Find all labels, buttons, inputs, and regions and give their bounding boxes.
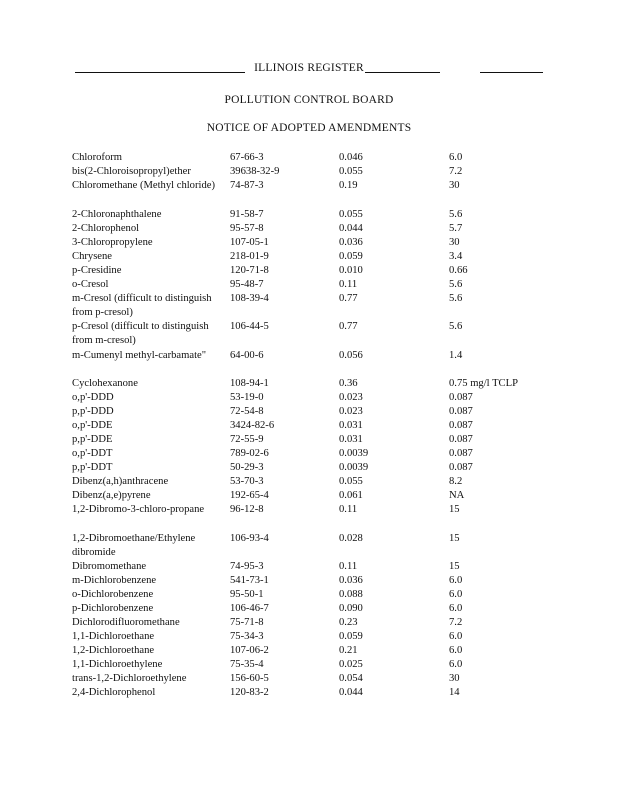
nonwastewater-standard: 6.0 (449, 645, 463, 656)
nonwastewater-standard: 5.7 (449, 222, 463, 234)
table-row (0, 616, 618, 630)
cas-number: 75-35-4 (230, 659, 264, 670)
cas-number: 192-65-4 (230, 490, 269, 501)
table-row (0, 489, 618, 503)
constituent-name: p,p'-DDE (72, 434, 113, 445)
table-row (0, 644, 618, 658)
nonwastewater-standard: 30 (449, 673, 460, 684)
wastewater-standard: 0.036 (339, 236, 363, 248)
table-row (0, 630, 618, 644)
wastewater-standard: 0.061 (339, 490, 363, 501)
wastewater-standard: 0.044 (339, 222, 363, 234)
constituent-name: Chrysene (72, 250, 113, 262)
wastewater-standard: 0.11 (339, 278, 358, 290)
table-row (0, 405, 618, 419)
cas-number: 75-71-8 (230, 617, 264, 628)
nonwastewater-standard: 30 (449, 180, 460, 191)
nonwastewater-standard: 0.087 (449, 420, 473, 431)
nonwastewater-standard: 7.2 (449, 617, 463, 628)
constituent-name: 2,4-Dichlorophenol (72, 687, 156, 698)
nonwastewater-standard: 5.6 (449, 292, 463, 304)
cas-number: 50-29-3 (230, 462, 264, 473)
nonwastewater-standard: 6.0 (449, 631, 463, 642)
nonwastewater-standard: 1.4 (449, 349, 463, 361)
table-row (0, 292, 618, 321)
cas-number: 91-58-7 (230, 208, 264, 220)
wastewater-standard: 0.031 (339, 434, 363, 445)
wastewater-standard: 0.21 (339, 645, 358, 656)
nonwastewater-standard: 6.0 (449, 603, 463, 614)
table-row (0, 264, 618, 278)
constituent-table (0, 151, 618, 700)
nonwastewater-standard: 0.66 (449, 264, 468, 276)
table-row (0, 222, 618, 236)
table-row (0, 672, 618, 686)
nonwastewater-standard: 0.75 mg/l TCLP (449, 378, 518, 389)
table-row (0, 320, 618, 349)
cas-number: 95-48-7 (230, 278, 264, 290)
table-row (0, 447, 618, 461)
nonwastewater-standard: 3.4 (449, 250, 463, 262)
wastewater-standard: 0.054 (339, 673, 363, 684)
register-title: ILLINOIS REGISTER (254, 62, 364, 74)
wastewater-standard: 0.055 (339, 476, 363, 487)
board-title: POLLUTION CONTROL BOARD (224, 94, 394, 106)
nonwastewater-standard: 6.0 (449, 589, 463, 600)
wastewater-standard: 0.36 (339, 378, 358, 389)
constituent-name: Dichlorodifluoromethane (72, 617, 180, 628)
wastewater-standard: 0.031 (339, 420, 363, 431)
constituent-name: 1,1-Dichloroethane (72, 631, 155, 642)
wastewater-standard: 0.036 (339, 575, 363, 586)
nonwastewater-standard: 8.2 (449, 476, 463, 487)
constituent-name: Chloromethane (Methyl chloride) (72, 180, 215, 191)
constituent-name: p-Dichlorobenzene (72, 603, 154, 614)
wastewater-standard: 0.046 (339, 152, 363, 163)
nonwastewater-standard: 15 (449, 504, 460, 515)
cas-number: 75-34-3 (230, 631, 264, 642)
table-row (0, 532, 618, 561)
table-row (0, 151, 618, 165)
table-row (0, 236, 618, 250)
constituent-name: bis(2-Chloroisopropyl)ether (72, 166, 191, 177)
wastewater-standard: 0.028 (339, 532, 363, 544)
wastewater-standard: 0.056 (339, 349, 363, 361)
constituent-name: m-Cumenyl methyl-carbamate" (72, 349, 207, 361)
cas-number: 39638-32-9 (230, 166, 280, 177)
table-row (0, 165, 618, 179)
constituent-name: o,p'-DDD (72, 392, 114, 403)
notice-title: NOTICE OF ADOPTED AMENDMENTS (206, 122, 412, 134)
constituent-name: Cyclohexanone (72, 378, 138, 389)
cas-number: 53-70-3 (230, 476, 264, 487)
cas-number: 106-46-7 (230, 603, 269, 614)
nonwastewater-standard: 7.2 (449, 166, 463, 177)
nonwastewater-standard: 5.6 (449, 278, 463, 290)
cas-number: 95-57-8 (230, 222, 264, 234)
nonwastewater-standard: 5.6 (449, 321, 463, 332)
wastewater-standard: 0.11 (339, 504, 358, 515)
cas-number: 96-12-8 (230, 504, 264, 515)
wastewater-standard: 0.025 (339, 659, 363, 670)
nonwastewater-standard: 0.087 (449, 434, 473, 445)
cas-number: 106-44-5 (230, 321, 269, 332)
constituent-name: p-Cresol (difficult to distinguish from m-cresol) (72, 321, 209, 346)
constituent-name: 2-Chlorophenol (72, 222, 140, 234)
cas-number: 107-05-1 (230, 236, 269, 248)
cas-number: 108-39-4 (230, 292, 269, 304)
cas-number: 106-93-4 (230, 532, 269, 544)
cas-number: 107-06-2 (230, 645, 269, 656)
cas-number: 64-00-6 (230, 349, 264, 361)
table-row (0, 433, 618, 447)
wastewater-standard: 0.19 (339, 180, 358, 191)
table-row (0, 475, 618, 489)
nonwastewater-standard: 5.6 (449, 208, 463, 220)
constituent-name: 1,1-Dichloroethylene (72, 659, 163, 670)
wastewater-standard: 0.090 (339, 603, 363, 614)
table-row (0, 602, 618, 616)
wastewater-standard: 0.010 (339, 264, 363, 276)
constituent-name: m-Dichlorobenzene (72, 575, 157, 586)
cas-number: 72-54-8 (230, 406, 264, 417)
cas-number: 108-94-1 (230, 378, 269, 389)
cas-number: 3424-82-6 (230, 420, 275, 431)
wastewater-standard: 0.023 (339, 406, 363, 417)
constituent-name: 2-Chloronaphthalene (72, 208, 162, 220)
table-row (0, 686, 618, 700)
cas-number: 74-87-3 (230, 180, 264, 191)
wastewater-standard: 0.023 (339, 392, 363, 403)
constituent-name: p,p'-DDT (72, 462, 113, 473)
cas-number: 541-73-1 (230, 575, 269, 586)
table-row (0, 588, 618, 602)
constituent-name: Dibenz(a,e)pyrene (72, 490, 151, 501)
table-row (0, 461, 618, 475)
nonwastewater-standard: 30 (449, 236, 460, 248)
table-row (0, 503, 618, 532)
constituent-name: o-Cresol (72, 278, 109, 290)
table-row (0, 419, 618, 433)
nonwastewater-standard: 6.0 (449, 152, 463, 163)
nonwastewater-standard: 0.087 (449, 448, 473, 459)
constituent-name: m-Cresol (difficult to distinguish from p-cresol) (72, 292, 212, 318)
cas-number: 53-19-0 (230, 392, 264, 403)
wastewater-standard: 0.11 (339, 561, 358, 572)
cas-number: 95-50-1 (230, 589, 264, 600)
constituent-name: Chloroform (72, 152, 123, 163)
table-row (0, 278, 618, 292)
wastewater-standard: 0.23 (339, 617, 358, 628)
nonwastewater-standard: 0.087 (449, 462, 473, 473)
wastewater-standard: 0.055 (339, 208, 363, 220)
constituent-name: trans-1,2-Dichloroethylene (72, 673, 187, 684)
constituent-name: Dibromomethane (72, 561, 147, 572)
constituent-name: p-Cresidine (72, 264, 122, 276)
nonwastewater-standard: 6.0 (449, 659, 463, 670)
nonwastewater-standard: 0.087 (449, 406, 473, 417)
nonwastewater-standard: 15 (449, 532, 460, 544)
constituent-name: 1,2-Dibromo-3-chloro-propane (72, 504, 205, 515)
constituent-name: o,p'-DDT (72, 448, 113, 459)
table-row (0, 574, 618, 588)
wastewater-standard: 0.059 (339, 250, 363, 262)
cas-number: 67-66-3 (230, 152, 264, 163)
cas-number: 74-95-3 (230, 561, 264, 572)
constituent-name: p,p'-DDD (72, 406, 114, 417)
wastewater-standard: 0.059 (339, 631, 363, 642)
constituent-name: Dibenz(a,h)anthracene (72, 476, 169, 487)
table-row (0, 391, 618, 405)
wastewater-standard: 0.77 (339, 321, 358, 332)
table-row (0, 377, 618, 391)
table-row (0, 560, 618, 574)
wastewater-standard: 0.055 (339, 166, 363, 177)
wastewater-standard: 0.044 (339, 687, 363, 698)
cas-number: 120-71-8 (230, 264, 269, 276)
nonwastewater-standard: 15 (449, 561, 460, 572)
table-row (0, 250, 618, 264)
nonwastewater-standard: NA (449, 490, 465, 501)
cas-number: 218-01-9 (230, 250, 269, 262)
constituent-name: 3-Chloropropylene (72, 236, 153, 248)
wastewater-standard: 0.0039 (339, 462, 369, 473)
table-row (0, 349, 618, 378)
cas-number: 789-02-6 (230, 448, 269, 459)
cas-number: 156-60-5 (230, 673, 269, 684)
constituent-name: o,p'-DDE (72, 420, 113, 431)
wastewater-standard: 0.0039 (339, 448, 369, 459)
cas-number: 120-83-2 (230, 687, 269, 698)
wastewater-standard: 0.088 (339, 589, 363, 600)
table-row (0, 179, 618, 208)
cas-number: 72-55-9 (230, 434, 264, 445)
table-row (0, 658, 618, 672)
wastewater-standard: 0.77 (339, 292, 358, 304)
nonwastewater-standard: 0.087 (449, 392, 473, 403)
table-row (0, 208, 618, 222)
constituent-name: 1,2-Dichloroethane (72, 645, 155, 656)
constituent-name: o-Dichlorobenzene (72, 589, 154, 600)
nonwastewater-standard: 14 (449, 687, 460, 698)
constituent-name: 1,2-Dibromoethane/Ethylene dibromide (72, 532, 196, 558)
nonwastewater-standard: 6.0 (449, 575, 463, 586)
